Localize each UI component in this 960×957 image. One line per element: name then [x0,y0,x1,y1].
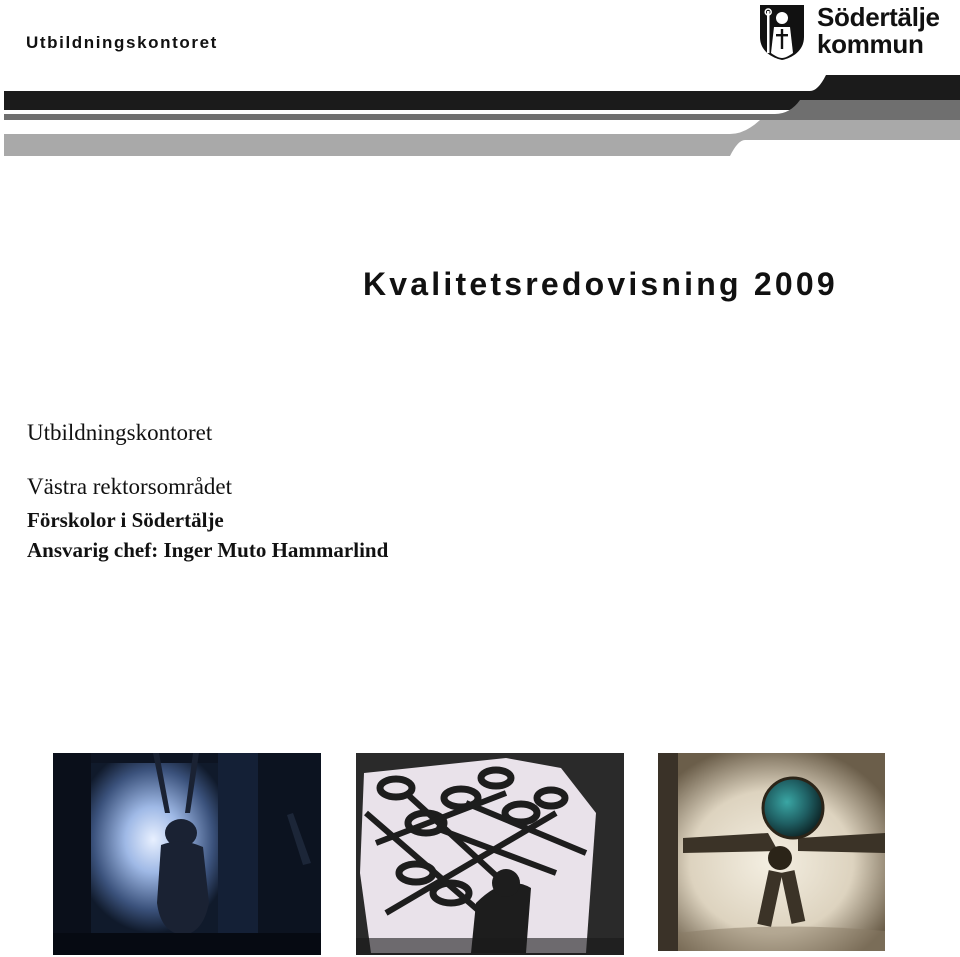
report-title: Kvalitetsredovisning 2009 [363,266,838,302]
magnifier-shadow-photo [658,753,885,951]
scissors-shadow-photo [356,753,624,955]
shadow-figure-photo [53,753,321,955]
header-office-name: Utbildningskontoret [26,33,218,52]
area-name: Västra rektorsområdet [27,474,233,499]
manager-name: Ansvarig chef: Inger Muto Hammarlind [27,538,389,562]
logo-text-line1: Södertälje [817,2,940,32]
city-coat-of-arms-icon [758,3,806,61]
header-bands [0,74,960,160]
municipality-logo [758,3,938,61]
logo-text-line2: kommun [817,29,924,59]
schools-name: Förskolor i Södertälje [27,508,224,532]
office-name: Utbildningskontoret [27,420,213,445]
